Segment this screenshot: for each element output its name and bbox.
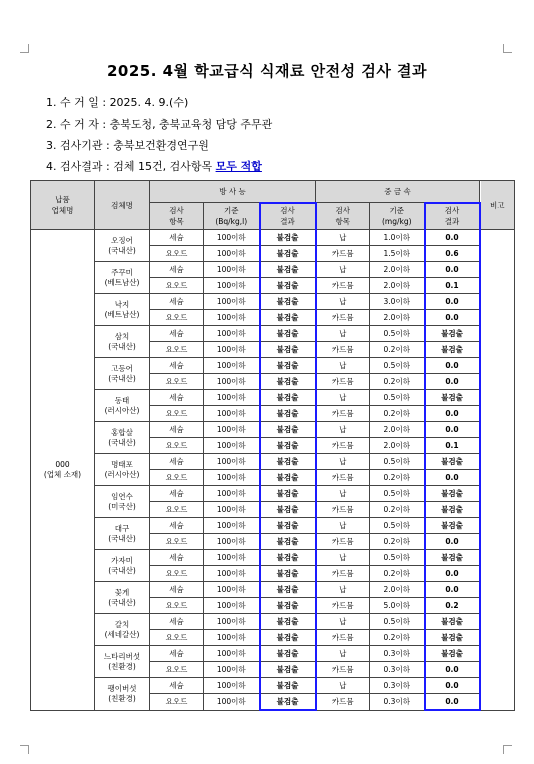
hm-item-cell: 카드뮴 <box>316 566 370 582</box>
rad-item-cell: 세슘 <box>150 422 204 438</box>
rad-standard-cell: 100이하 <box>204 230 260 246</box>
rad-result-header: 검사 결과 <box>260 203 316 230</box>
hm-standard-cell: 2.0이하 <box>370 582 425 598</box>
info-label: 1. 수 거 일 : <box>46 96 110 109</box>
hm-result-cell: 0.0 <box>425 294 480 310</box>
table-row <box>31 646 515 662</box>
result-highlight: 모두 적합 <box>215 160 262 173</box>
hm-result-cell: 0.1 <box>425 278 480 294</box>
rad-result-cell: 불검출 <box>260 390 316 406</box>
rad-result-cell: 불검출 <box>260 438 316 454</box>
hm-item-cell: 납 <box>316 294 370 310</box>
table-row <box>31 326 515 342</box>
rad-result-cell: 불검출 <box>260 502 316 518</box>
rad-standard-cell: 100이하 <box>204 694 260 711</box>
rad-item-cell: 세슘 <box>150 262 204 278</box>
rad-item-cell: 세슘 <box>150 230 204 246</box>
rad-item-cell: 요오드 <box>150 278 204 294</box>
sample-name-cell: 오징어 (국내산) <box>95 230 150 262</box>
sample-name-cell: 느타리버섯 (친환경) <box>95 646 150 678</box>
rad-result-cell: 불검출 <box>260 518 316 534</box>
sample-name-cell: 꽃게 (국내산) <box>95 582 150 614</box>
hm-result-cell: 0.0 <box>425 358 480 374</box>
sample-header: 검체명 <box>95 181 150 230</box>
info-value: 2025. 4. 9.(수) <box>109 96 189 109</box>
hm-result-cell: 0.0 <box>425 582 480 598</box>
hm-standard-cell: 2.0이하 <box>370 310 425 326</box>
table-row <box>31 678 515 694</box>
rad-standard-cell: 100이하 <box>204 598 260 614</box>
table-row <box>31 294 515 310</box>
hm-item-cell: 카드뮴 <box>316 630 370 646</box>
hm-standard-cell: 0.2이하 <box>370 406 425 422</box>
rad-standard-cell: 100이하 <box>204 326 260 342</box>
rad-standard-cell: 100이하 <box>204 422 260 438</box>
hm-item-cell: 카드뮴 <box>316 310 370 326</box>
page-corner-mark <box>20 745 29 754</box>
sample-name-cell: 가자미 (국내산) <box>95 550 150 582</box>
sample-name-cell: 홍합살 (국내산) <box>95 422 150 454</box>
hm-standard-cell: 0.2이하 <box>370 342 425 358</box>
rad-result-cell: 불검출 <box>260 614 316 630</box>
rad-result-cell: 불검출 <box>260 310 316 326</box>
hm-standard-cell: 0.2이하 <box>370 566 425 582</box>
hm-item-cell: 카드뮴 <box>316 342 370 358</box>
hm-standard-cell: 2.0이하 <box>370 422 425 438</box>
supplier-header: 납품 업체명 <box>31 181 95 230</box>
rad-result-cell: 불검출 <box>260 630 316 646</box>
rad-item-cell: 요오드 <box>150 502 204 518</box>
table-row <box>31 262 515 278</box>
hm-item-cell: 납 <box>316 582 370 598</box>
rad-item-cell: 세슘 <box>150 550 204 566</box>
rad-item-cell: 요오드 <box>150 310 204 326</box>
rad-result-cell: 불검출 <box>260 534 316 550</box>
rad-result-cell: 불검출 <box>260 582 316 598</box>
hm-result-cell: 불검출 <box>425 342 480 358</box>
rad-result-cell: 불검출 <box>260 262 316 278</box>
hm-standard-cell: 0.3이하 <box>370 678 425 694</box>
rad-item-cell: 요오드 <box>150 534 204 550</box>
hm-item-cell: 카드뮴 <box>316 246 370 262</box>
rad-standard-cell: 100이하 <box>204 390 260 406</box>
rad-item-cell: 세슘 <box>150 582 204 598</box>
table-row <box>31 486 515 502</box>
heavy-metal-header: 중 금 속 <box>316 181 480 203</box>
rad-item-cell: 세슘 <box>150 678 204 694</box>
rad-result-cell: 불검출 <box>260 422 316 438</box>
rad-item-cell: 세슘 <box>150 294 204 310</box>
hm-result-cell: 불검출 <box>425 614 480 630</box>
rad-result-cell: 불검출 <box>260 374 316 390</box>
table-row <box>31 230 515 246</box>
rad-standard-cell: 100이하 <box>204 486 260 502</box>
rad-standard-cell: 100이하 <box>204 310 260 326</box>
hm-item-cell: 납 <box>316 230 370 246</box>
hm-result-cell: 0.0 <box>425 230 480 246</box>
rad-standard-cell: 100이하 <box>204 438 260 454</box>
rad-result-cell: 불검출 <box>260 662 316 678</box>
rad-item-cell: 요오드 <box>150 374 204 390</box>
hm-standard-cell: 0.5이하 <box>370 454 425 470</box>
rad-item-cell: 세슘 <box>150 518 204 534</box>
hm-result-cell: 0.0 <box>425 470 480 486</box>
hm-standard-cell: 0.5이하 <box>370 614 425 630</box>
hm-standard-cell: 0.2이하 <box>370 534 425 550</box>
rad-item-cell: 세슘 <box>150 326 204 342</box>
info-line-lab <box>46 139 209 153</box>
info-value: 충북보건환경연구원 <box>113 139 209 152</box>
rad-item-cell: 세슘 <box>150 646 204 662</box>
hm-item-cell: 카드뮴 <box>316 374 370 390</box>
rad-result-cell: 불검출 <box>260 678 316 694</box>
rad-standard-cell: 100이하 <box>204 342 260 358</box>
hm-item-cell: 카드뮴 <box>316 438 370 454</box>
rad-standard-cell: 100이하 <box>204 614 260 630</box>
hm-result-cell: 불검출 <box>425 550 480 566</box>
hm-standard-cell: 0.5이하 <box>370 326 425 342</box>
hm-standard-cell: 2.0이하 <box>370 278 425 294</box>
hm-result-cell: 0.0 <box>425 262 480 278</box>
info-line-collection-date <box>46 96 188 110</box>
hm-result-cell: 불검출 <box>425 646 480 662</box>
rad-standard-cell: 100이하 <box>204 662 260 678</box>
rad-item-cell: 요오드 <box>150 342 204 358</box>
info-value: 검체 15건, 검사항목 <box>113 160 216 173</box>
hm-standard-cell: 0.3이하 <box>370 662 425 678</box>
rad-standard-cell: 100이하 <box>204 454 260 470</box>
hm-result-cell: 0.6 <box>425 246 480 262</box>
hm-result-cell: 0.0 <box>425 310 480 326</box>
hm-standard-cell: 5.0이하 <box>370 598 425 614</box>
hm-standard-header: 기준 (mg/kg) <box>370 203 425 230</box>
rad-result-cell: 불검출 <box>260 358 316 374</box>
rad-standard-cell: 100이하 <box>204 646 260 662</box>
rad-result-cell: 불검출 <box>260 598 316 614</box>
hm-result-cell: 0.0 <box>425 422 480 438</box>
table-row <box>31 550 515 566</box>
hm-standard-cell: 0.2이하 <box>370 502 425 518</box>
rad-standard-cell: 100이하 <box>204 374 260 390</box>
hm-standard-cell: 0.2이하 <box>370 374 425 390</box>
rad-standard-cell: 100이하 <box>204 406 260 422</box>
hm-result-cell: 0.0 <box>425 406 480 422</box>
hm-item-cell: 납 <box>316 550 370 566</box>
table-row <box>31 390 515 406</box>
rad-item-cell: 요오드 <box>150 438 204 454</box>
hm-result-cell: 0.0 <box>425 694 480 711</box>
hm-result-cell: 0.0 <box>425 374 480 390</box>
rad-result-cell: 불검출 <box>260 470 316 486</box>
rad-result-cell: 불검출 <box>260 566 316 582</box>
hm-standard-cell: 0.5이하 <box>370 550 425 566</box>
hm-result-cell: 0.0 <box>425 534 480 550</box>
hm-standard-cell: 0.3이하 <box>370 646 425 662</box>
hm-result-cell: 불검출 <box>425 486 480 502</box>
rad-item-cell: 요오드 <box>150 694 204 711</box>
rad-result-cell: 불검출 <box>260 294 316 310</box>
hm-standard-cell: 0.2이하 <box>370 470 425 486</box>
rad-item-cell: 세슘 <box>150 358 204 374</box>
hm-result-cell: 0.2 <box>425 598 480 614</box>
rad-standard-cell: 100이하 <box>204 358 260 374</box>
rad-item-cell: 요오드 <box>150 566 204 582</box>
table-row <box>31 582 515 598</box>
rad-item-header: 검사 항목 <box>150 203 204 230</box>
hm-item-cell: 납 <box>316 486 370 502</box>
hm-standard-cell: 1.5이하 <box>370 246 425 262</box>
rad-item-cell: 요오드 <box>150 630 204 646</box>
rad-result-cell: 불검출 <box>260 342 316 358</box>
hm-item-cell: 납 <box>316 454 370 470</box>
rad-result-cell: 불검출 <box>260 550 316 566</box>
hm-item-cell: 납 <box>316 262 370 278</box>
hm-standard-cell: 0.5이하 <box>370 486 425 502</box>
rad-result-cell: 불검출 <box>260 694 316 711</box>
hm-item-header: 검사 항목 <box>316 203 370 230</box>
sample-name-cell: 팽이버섯 (친환경) <box>95 678 150 711</box>
hm-result-cell: 불검출 <box>425 630 480 646</box>
radiation-header: 방 사 능 <box>150 181 316 203</box>
sample-name-cell: 고등어 (국내산) <box>95 358 150 390</box>
sample-name-cell: 낙지 (베트남산) <box>95 294 150 326</box>
hm-item-cell: 카드뮴 <box>316 598 370 614</box>
table-row <box>31 518 515 534</box>
hm-result-header: 검사 결과 <box>425 203 480 230</box>
sample-name-cell: 임연수 (미국산) <box>95 486 150 518</box>
rad-result-cell: 불검출 <box>260 230 316 246</box>
rad-result-cell: 불검출 <box>260 326 316 342</box>
page-corner-mark <box>20 44 29 53</box>
rad-result-cell: 불검출 <box>260 406 316 422</box>
results-table <box>30 180 515 711</box>
rad-standard-header: 기준 (Bq/kg,l) <box>204 203 260 230</box>
page-title: 2025. 4월 학교급식 식재료 안전성 검사 결과 <box>106 62 428 80</box>
hm-standard-cell: 0.5이하 <box>370 358 425 374</box>
note-header: 비고 <box>480 181 515 230</box>
info-label: 2. 수 거 자 : <box>46 118 110 131</box>
hm-standard-cell: 0.5이하 <box>370 390 425 406</box>
rad-item-cell: 요오드 <box>150 406 204 422</box>
hm-result-cell: 0.1 <box>425 438 480 454</box>
info-line-result <box>46 160 262 174</box>
hm-item-cell: 카드뮴 <box>316 278 370 294</box>
hm-result-cell: 0.0 <box>425 678 480 694</box>
rad-standard-cell: 100이하 <box>204 566 260 582</box>
hm-item-cell: 납 <box>316 422 370 438</box>
rad-result-cell: 불검출 <box>260 246 316 262</box>
rad-item-cell: 세슘 <box>150 390 204 406</box>
rad-item-cell: 요오드 <box>150 470 204 486</box>
rad-item-cell: 세슘 <box>150 614 204 630</box>
rad-item-cell: 세슘 <box>150 454 204 470</box>
hm-result-cell: 불검출 <box>425 502 480 518</box>
sample-name-cell: 갈치 (세네갈산) <box>95 614 150 646</box>
hm-standard-cell: 0.5이하 <box>370 518 425 534</box>
rad-standard-cell: 100이하 <box>204 678 260 694</box>
hm-result-cell: 0.0 <box>425 662 480 678</box>
info-label: 4. 검사결과 : <box>46 160 114 173</box>
note-cell <box>480 230 515 711</box>
rad-standard-cell: 100이하 <box>204 294 260 310</box>
table-row <box>31 614 515 630</box>
rad-standard-cell: 100이하 <box>204 278 260 294</box>
rad-result-cell: 불검출 <box>260 454 316 470</box>
hm-item-cell: 납 <box>316 390 370 406</box>
rad-standard-cell: 100이하 <box>204 262 260 278</box>
page-corner-mark <box>503 745 512 754</box>
page-corner-mark <box>503 44 512 53</box>
hm-standard-cell: 3.0이하 <box>370 294 425 310</box>
sample-name-cell: 주꾸미 (베트남산) <box>95 262 150 294</box>
info-label: 3. 검사기관 : <box>46 139 114 152</box>
hm-item-cell: 카드뮴 <box>316 406 370 422</box>
rad-standard-cell: 100이하 <box>204 518 260 534</box>
hm-item-cell: 카드뮴 <box>316 662 370 678</box>
hm-standard-cell: 0.2이하 <box>370 630 425 646</box>
hm-item-cell: 납 <box>316 326 370 342</box>
hm-item-cell: 카드뮴 <box>316 502 370 518</box>
rad-item-cell: 요오드 <box>150 246 204 262</box>
rad-standard-cell: 100이하 <box>204 470 260 486</box>
hm-standard-cell: 0.3이하 <box>370 694 425 711</box>
hm-result-cell: 불검출 <box>425 390 480 406</box>
sample-name-cell: 명태포 (러시아산) <box>95 454 150 486</box>
info-value: 충북도청, 충북교육청 담당 주무관 <box>109 118 273 131</box>
rad-standard-cell: 100이하 <box>204 534 260 550</box>
sample-name-cell: 삼치 (국내산) <box>95 326 150 358</box>
table-row <box>31 358 515 374</box>
table-row <box>31 422 515 438</box>
info-line-collector <box>46 118 272 132</box>
rad-standard-cell: 100이하 <box>204 630 260 646</box>
rad-standard-cell: 100이하 <box>204 582 260 598</box>
supplier-cell: 000 (업체 소재) <box>31 230 95 711</box>
table-row <box>31 454 515 470</box>
rad-standard-cell: 100이하 <box>204 550 260 566</box>
rad-item-cell: 요오드 <box>150 598 204 614</box>
rad-standard-cell: 100이하 <box>204 502 260 518</box>
hm-standard-cell: 2.0이하 <box>370 262 425 278</box>
hm-item-cell: 납 <box>316 646 370 662</box>
rad-result-cell: 불검출 <box>260 486 316 502</box>
rad-result-cell: 불검출 <box>260 646 316 662</box>
hm-result-cell: 불검출 <box>425 326 480 342</box>
hm-standard-cell: 2.0이하 <box>370 438 425 454</box>
hm-standard-cell: 1.0이하 <box>370 230 425 246</box>
hm-item-cell: 납 <box>316 518 370 534</box>
rad-item-cell: 세슘 <box>150 486 204 502</box>
sample-name-cell: 대구 (국내산) <box>95 518 150 550</box>
sample-name-cell: 동태 (러시아산) <box>95 390 150 422</box>
hm-result-cell: 불검출 <box>425 454 480 470</box>
hm-item-cell: 카드뮴 <box>316 694 370 711</box>
hm-item-cell: 카드뮴 <box>316 470 370 486</box>
rad-item-cell: 요오드 <box>150 662 204 678</box>
hm-result-cell: 불검출 <box>425 518 480 534</box>
results-body <box>31 230 515 711</box>
rad-result-cell: 불검출 <box>260 278 316 294</box>
hm-item-cell: 납 <box>316 358 370 374</box>
hm-item-cell: 납 <box>316 614 370 630</box>
hm-result-cell: 0.0 <box>425 566 480 582</box>
hm-item-cell: 카드뮴 <box>316 534 370 550</box>
hm-item-cell: 납 <box>316 678 370 694</box>
rad-standard-cell: 100이하 <box>204 246 260 262</box>
